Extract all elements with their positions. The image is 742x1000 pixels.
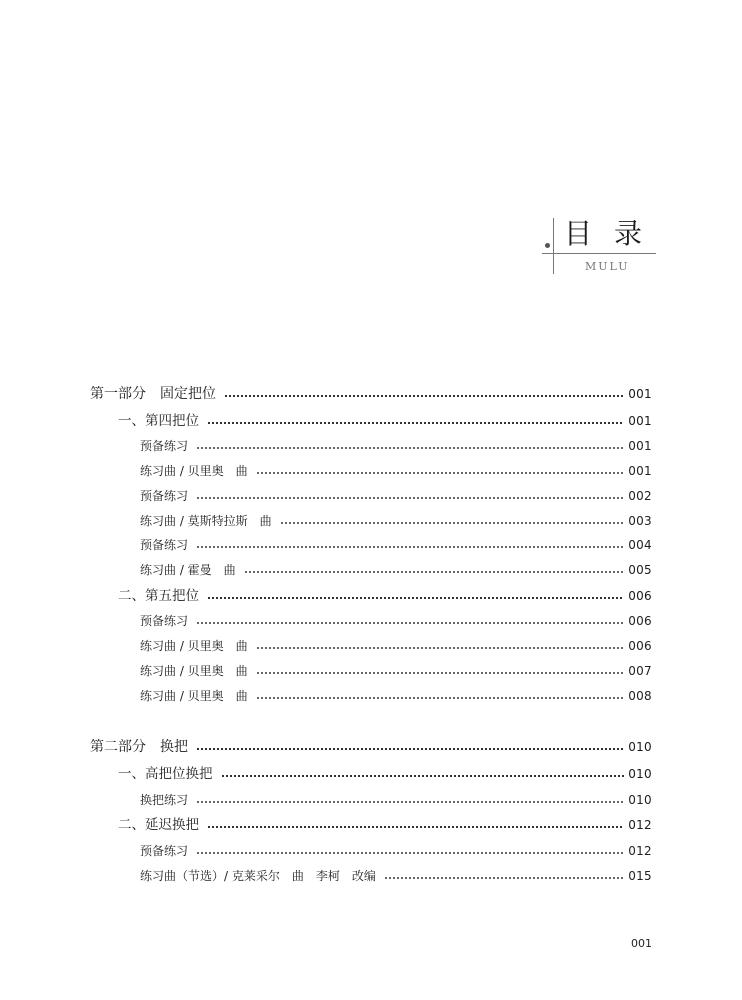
toc-entry-page: 012 [628,844,652,858]
toc-entry-page: 007 [628,664,652,678]
toc-entry-page: 010 [628,740,652,754]
toc-leader-dots [196,496,624,500]
toc-entry-page: 006 [628,589,652,603]
toc-entry-label: 练习曲 / 霍曼 曲 [140,563,236,577]
toc-leader-dots [256,646,625,650]
toc-entry-item[interactable] [140,560,652,580]
toc-entry-page: 012 [628,818,652,832]
page-number: 001 [631,937,652,950]
toc-leader-dots [196,621,624,625]
toc-entry-page: 015 [628,869,652,883]
toc-entry-label: 预备练习 [140,439,189,453]
toc-entry-item[interactable] [140,486,652,506]
toc-entry-page: 001 [628,387,652,401]
toc-entry-item[interactable] [140,790,652,810]
toc-entry-label: 练习曲 / 贝里奥 曲 [140,664,248,678]
toc-entry-page: 006 [628,639,652,653]
toc-entry-page: 006 [628,614,652,628]
toc-leader-dots [207,596,624,600]
toc-entry-label: 练习曲 / 莫斯特拉斯 曲 [140,514,272,528]
toc-entry-item[interactable] [140,661,652,681]
toc-entry-section[interactable] [118,815,652,835]
toc-entry-item[interactable] [140,511,652,531]
toc-entry-part[interactable] [90,737,652,757]
toc-entry-item[interactable] [140,436,652,456]
toc-entry-item[interactable] [140,611,652,631]
toc-entry-label: 练习曲 / 贝里奥 曲 [140,639,248,653]
toc-leader-dots [207,421,624,425]
toc-leader-dots [224,394,624,398]
toc-entry-label: 预备练习 [140,614,189,628]
toc-leader-dots [196,747,624,751]
toc-entry-page: 002 [628,489,652,503]
toc-leader-dots [196,851,624,855]
toc-entry-page: 008 [628,689,652,703]
toc-entry-part[interactable] [90,384,652,404]
toc-entry-label: 第一部分 固定把位 [90,386,216,402]
toc-entry-page: 003 [628,514,652,528]
toc-leader-dots [280,521,625,525]
toc-leader-dots [196,446,624,450]
toc-leader-dots [207,825,624,829]
toc-entry-page: 004 [628,538,652,552]
toc-entry-page: 010 [628,767,652,781]
toc-leader-dots [256,471,625,475]
toc-entry-section[interactable] [118,764,652,784]
toc-entry-page: 001 [628,439,652,453]
toc-entry-section[interactable] [118,411,652,431]
toc-entry-label: 第二部分 换把 [90,739,188,755]
toc-leader-dots [244,570,625,574]
toc-entry-label: 二、延迟换把 [118,817,199,833]
toc-entry-page: 001 [628,464,652,478]
toc-leader-dots [256,696,625,700]
toc-entry-label: 练习曲（节选）/ 克莱采尔 曲 李柯 改编 [140,869,376,883]
toc-entry-label: 二、第五把位 [118,588,199,604]
toc-entry-label: 一、高把位换把 [118,766,213,782]
toc-entry-page: 001 [628,414,652,428]
toc-leader-dots [384,876,624,880]
toc-entry-item[interactable] [140,866,652,886]
toc-entry-page: 010 [628,793,652,807]
toc-entry-item[interactable] [140,461,652,481]
toc-leader-dots [196,545,624,549]
toc-entry-item[interactable] [140,686,652,706]
toc-leader-dots [221,774,625,778]
toc-entry-item[interactable] [140,535,652,555]
toc-entry-item[interactable] [140,841,652,861]
page-subtitle: MULU [585,260,630,273]
page-title: 目录 [564,217,665,250]
toc-leader-dots [196,800,624,804]
toc-entry-section[interactable] [118,586,652,606]
toc-entry-label: 预备练习 [140,489,189,503]
toc-entry-page: 005 [628,563,652,577]
toc-leader-dots [256,671,625,675]
toc-entry-label: 预备练习 [140,538,189,552]
toc-entry-label: 练习曲 / 贝里奥 曲 [140,689,248,703]
toc-entry-label: 一、第四把位 [118,413,199,429]
toc-entry-label: 换把练习 [140,793,189,807]
toc-entry-label: 预备练习 [140,844,189,858]
toc-entry-label: 练习曲 / 贝里奥 曲 [140,464,248,478]
toc-entry-item[interactable] [140,636,652,656]
